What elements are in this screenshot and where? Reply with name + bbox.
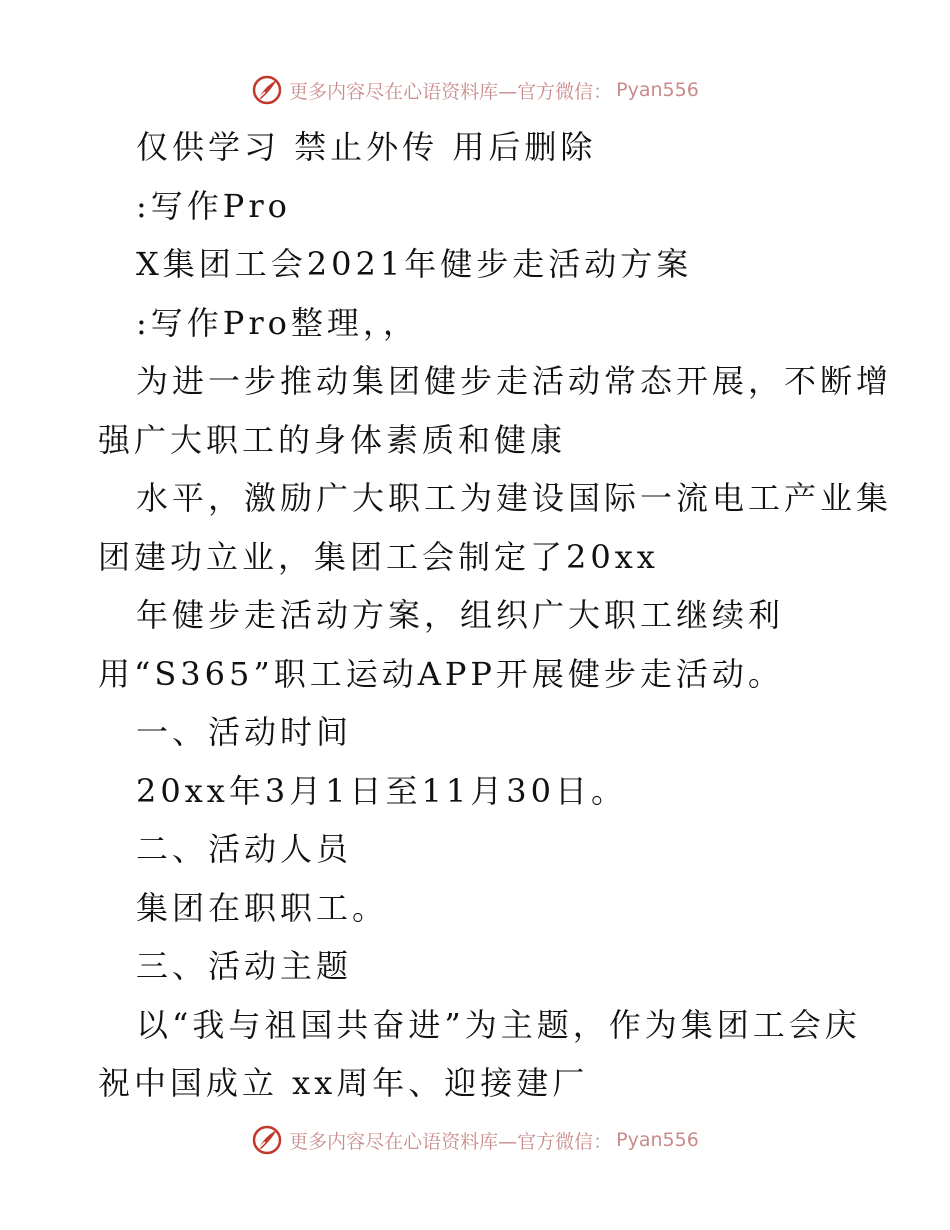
- paragraph-line: 20xx年3月1日至11月30日。: [136, 771, 627, 810]
- watermark-wechat-id: Pyan556: [616, 79, 699, 101]
- paragraph-line: 集团在职职工。: [136, 888, 389, 927]
- quill-logo-icon: [251, 74, 283, 106]
- quill-logo-icon: [251, 1124, 283, 1156]
- watermark-header: [0, 70, 950, 110]
- paragraph-line: 强广大职工的身体素质和健康: [98, 420, 567, 459]
- paragraph-line: 祝中国成立 xx周年、迎接建厂: [98, 1064, 589, 1102]
- watermark-text: 更多内容尽在心语资料库—官方微信：: [289, 1130, 613, 1153]
- watermark-text: 更多内容尽在心语资料库—官方微信：: [289, 80, 613, 103]
- notice-line: 仅供学习 禁止外传 用后删除: [136, 128, 597, 166]
- paragraph-line: 用“S365”职工运动APP开展健步走活动。: [98, 654, 784, 693]
- paragraph-line: 团建功立业，集团工会制定了20xx: [98, 537, 659, 576]
- paragraph-line: 为进一步推动集团健步走活动常态开展，不断增: [136, 362, 893, 400]
- section-heading: 一、活动时间: [136, 713, 353, 751]
- section-heading: 二、活动人员: [136, 830, 353, 868]
- watermark-footer: [0, 1120, 950, 1160]
- paragraph-line: 水平，激励广大职工为建设国际一流电工产业集: [136, 479, 893, 517]
- paragraph-line: 年健步走活动方案，组织广大职工继续利: [136, 596, 785, 634]
- document-title: X集团工会2021年健步走活动方案: [136, 245, 693, 283]
- watermark-wechat-id: Pyan556: [616, 1129, 699, 1151]
- author-line: :写作Pro: [136, 186, 291, 225]
- paragraph-line: 以“我与祖国共奋进”为主题，作为集团工会庆: [136, 1005, 861, 1044]
- document-body: [0, 118, 950, 1113]
- section-heading: 三、活动主题: [136, 947, 353, 985]
- editor-line: :写作Pro整理，，: [136, 303, 419, 342]
